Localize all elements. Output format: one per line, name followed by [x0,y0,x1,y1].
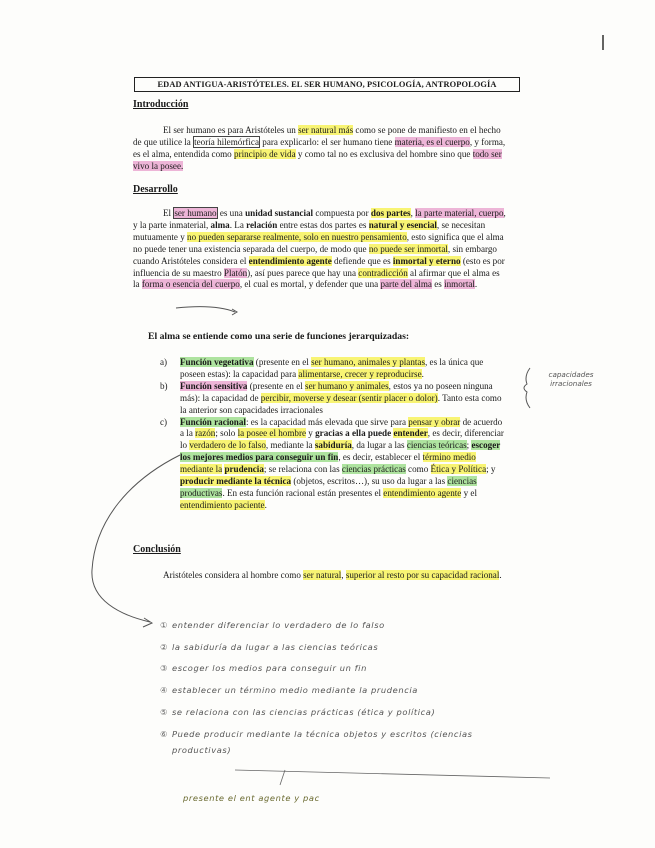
conclusion-paragraph: Aristóteles considera al hombre como ser natural, superior al resto por su capacidad racional. [163,570,502,580]
handwritten-line-2: ② la sabiduría da lugar a las ciencias teóricas [160,642,379,652]
handwritten-line-1: ① entender diferenciar lo verdadero de lo falso [160,620,385,630]
handwritten-line-7: productivas) [172,745,232,755]
list-item: b) Función sensitiva (presente en el ser humano y animales, estos ya no poseen ninguna más): la capacidad de percibir, moverse y desear (sentir placer o dolor). Tanto esta como la anterior son capacidades irracionales [160,380,502,415]
side-brace [524,368,530,408]
desarrollo-paragraph: El ser humano es una unidad sustancial compuesta por dos partes, la parte material, cuerpo, y la parte inmaterial, alma. La relación entre estas dos partes es natural y esencial, se necesitan mutuamente y no pueden separarse realmente, solo en nuestro pensamiento, esto significa que el alma no puede tener una existencia separada del cuerpo, de modo que no puede ser inmortal, sin embargo cuando Aristóteles considera el entendimiento agente defiende que es inmortal y eterno (esto es por influencia de su maestro Platón), así pues parece que hay una contradicción al afirmar que el alma es la forma o esencia del cuerpo, el cual es mortal, y defender que una parte del alma es inmortal. [133,208,506,290]
underline-arrow [176,307,235,312]
heading-introduccion: Introducción [133,99,189,110]
side-note: capacidades irracionales [548,370,594,388]
handwritten-line-3: ③ escoger los medios para conseguir un fin [160,663,367,673]
separator-line [235,770,550,778]
heading-desarrollo: Desarrollo [133,184,178,195]
list-item: a) Función vegetativa (presente en el ser humano, animales y plantas, es la única que poseen estas): la capacidad para alimentarse, crecer y reproducirse. [160,357,484,379]
arrow-head [143,618,152,627]
list-item: c) Función racional: es la capacidad más elevada que sirve para pensar y obrar de acuerdo a la razón; solo la posee el hombre y gracias a ella puede entender, es decir, diferenciar lo verdadero de lo falso, mediante la sabiduría, da lugar a las ciencias teóricas; escoger los mejores medios para conseguir un fin, es decir, establecer el término medio mediante la prudencia; se relaciona con las ciencias prácticas como Ética y Política; y producir mediante la técnica (objetos, escritos…), su uso da lugar a las ciencias productivas. En esta función racional están presentes el entendimiento agente y el entendimiento paciente. [160,416,504,510]
handwritten-line-6: ⑥ Puede producir mediante la técnica objetos y escritos (ciencias [160,729,473,739]
document-title: EDAD ANTIGUA-ARISTÓTELES. EL SER HUMANO, PSICOLOGÍA, ANTROPOLOGÍA [134,77,520,92]
introduccion-paragraph: El ser humano es para Aristóteles un ser natural más como se pone de manifiesto en el hecho de que utilice la teoría hilemórfica para explicarlo: el ser humano tiene materia, es el cuerpo, y forma, es el alma, entendida como principio de vida y como tal no es exclusiva del hombre sino que todo ser vivo la posee. [133,125,506,171]
handwritten-line-4: ④ establecer un término medio mediante la prudencia [160,685,418,695]
heading-conclusion: Conclusión [133,544,181,555]
separator-tick [280,770,285,785]
arrow-curve [92,455,180,622]
bottom-handwritten-note: presente el ent agente y pac [183,793,320,803]
handwritten-line-5: ⑤ se relaciona con las ciencias prácticas (ética y política) [160,707,436,717]
funciones-heading: El alma se entiende como una serie de funciones jerarquizadas: [148,331,410,342]
